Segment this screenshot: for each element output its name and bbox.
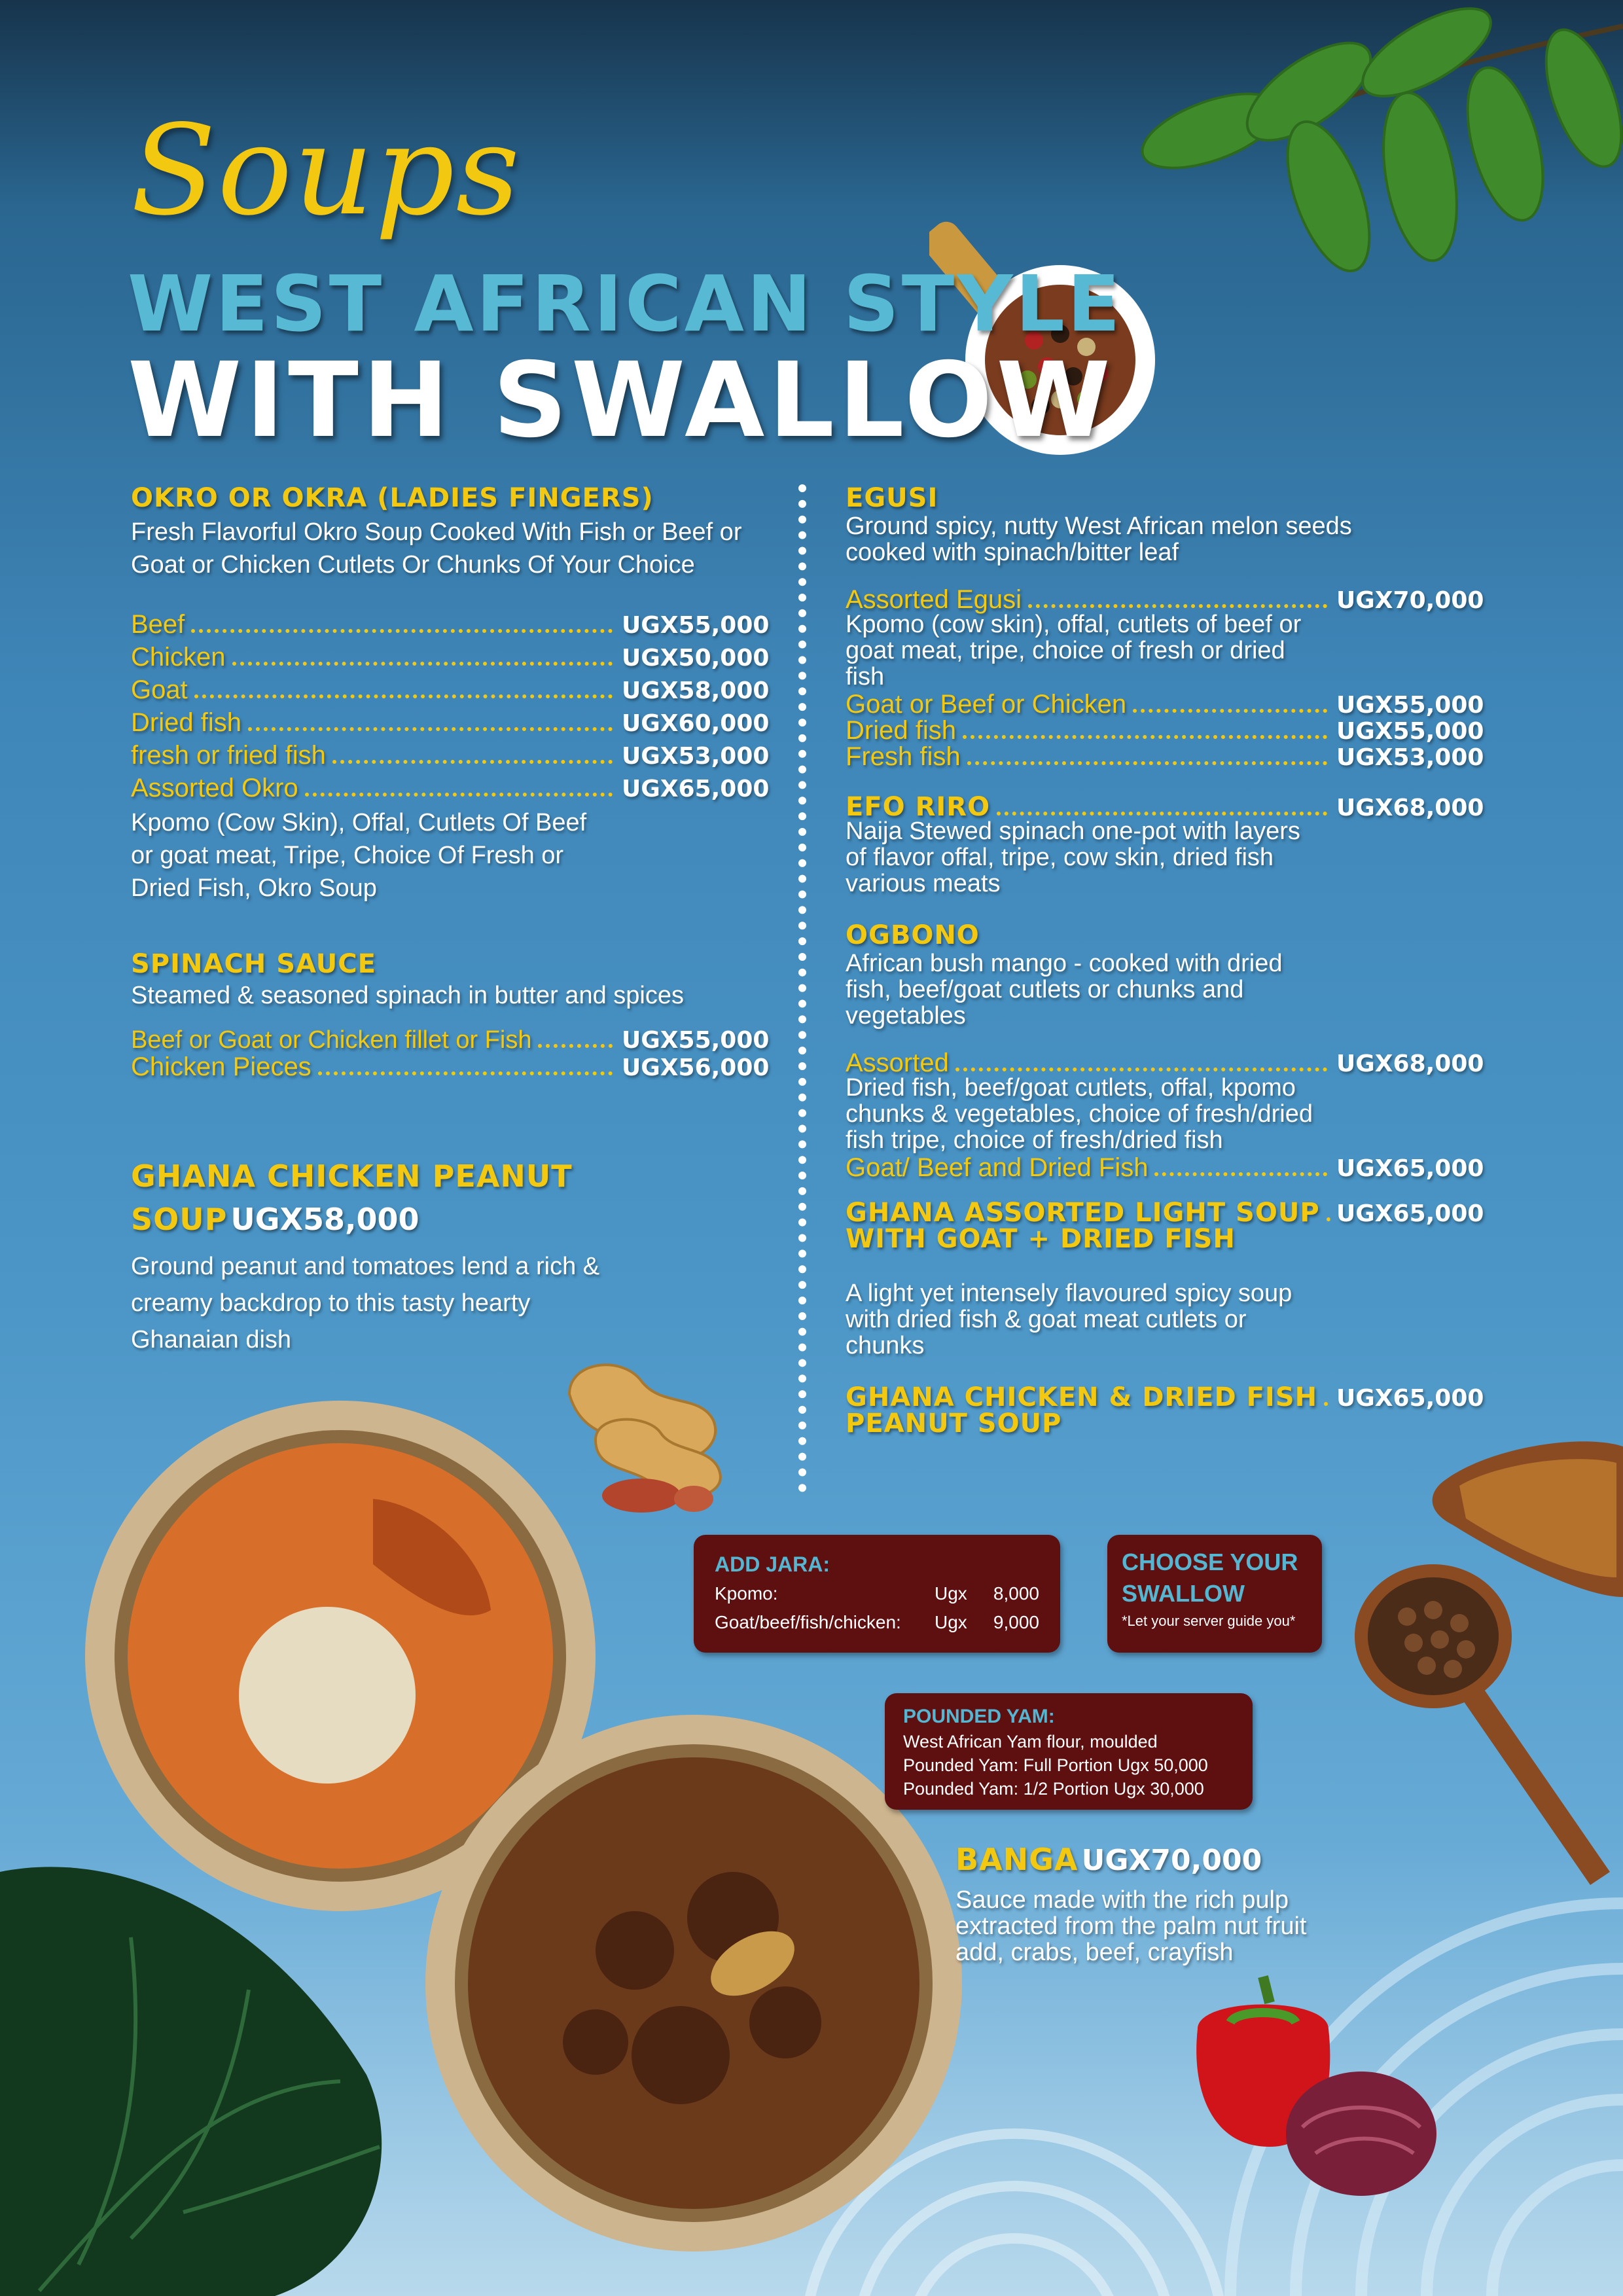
assorted-ogbono-description: Dried fish, beef/goat cutlets, offal, kpomo chunks & vegetables, choice of fresh/dried fish tripe, choice of fresh/dried fish: [846, 1074, 1313, 1154]
menu-item-row: Goat/ Beef and Dried Fish UGX65,000: [846, 1153, 1484, 1182]
banga-price: UGX70,000: [1081, 1844, 1262, 1877]
ghana-chicken-fish-title: GHANA CHICKEN & DRIED FISH: [846, 1382, 1318, 1412]
jara-row: Kpomo: Ugx 8,000: [715, 1583, 1039, 1604]
menu-item-row: Assorted Okro UGX65,000: [131, 774, 770, 802]
choose-swallow-title-2: SWALLOW: [1122, 1580, 1245, 1607]
menu-item-row: Goat UGX58,000: [131, 675, 770, 704]
pounded-yam-line: West African Yam flour, moulded: [903, 1732, 1158, 1751]
okro-section: [131, 483, 770, 905]
ghana-chicken-fish-title-2: PEANUT SOUP: [846, 1408, 1062, 1439]
assorted-okro-description: Kpomo (Cow Skin), Offal, Cutlets Of Beef or goat meat, Tripe, Choice Of Fresh or Dried Fish, Okro Soup: [131, 809, 587, 902]
banga-section: [955, 1839, 1309, 1965]
ghana-light-description: A light yet intensely flavoured spicy soup with dried fish & goat meat cutlets or chunks: [846, 1280, 1293, 1359]
efo-riro-section: [846, 792, 1484, 897]
onion-icon: [1276, 2049, 1446, 2206]
ghana-peanut-price: UGX58,000: [230, 1202, 419, 1237]
left-column: [131, 483, 770, 1358]
spinach-description: Steamed & seasoned spinach in butter and spices: [131, 982, 684, 1009]
spice-spoon-icon: [1335, 1427, 1623, 1898]
ghana-peanut-description: Ground peanut and tomatoes lend a rich & creamy backdrop to this tasty hearty Ghanaian dish: [131, 1253, 600, 1354]
page-title-line2: WITH SWALLOW: [128, 340, 1115, 461]
menu-item-row: Chicken UGX50,000: [131, 643, 770, 672]
ghana-light-section: [846, 1198, 1484, 1359]
leaf-branch-icon: [1113, 0, 1623, 340]
column-divider: [798, 484, 806, 1492]
egusi-title: EGUSI: [846, 483, 938, 513]
okro-title: OKRO OR OKRA (LADIES FINGERS): [131, 483, 654, 513]
menu-item-row: fresh or fried fish UGX53,000: [131, 741, 770, 770]
pounded-yam-line: Pounded Yam: Full Portion Ugx 50,000: [903, 1755, 1208, 1775]
egusi-section: [846, 483, 1484, 771]
menu-item-row: Assorted UGX68,000: [846, 1049, 1484, 1077]
section-script-title: Soups: [131, 98, 522, 243]
ogbono-title: OGBONO: [846, 920, 980, 950]
menu-item-row: Dried fish UGX60,000: [131, 708, 770, 737]
server-guide-note: *Let your server guide you*: [1122, 1613, 1296, 1629]
banga-description: Sauce made with the rich pulp extracted from the palm nut fruit add, crabs, beef, crayfish: [955, 1886, 1307, 1966]
ghana-peanut-title-2: SOUP: [131, 1202, 228, 1237]
menu-item-row: Fresh fish UGX53,000: [846, 742, 1484, 771]
add-jara-box: [694, 1535, 1060, 1653]
menu-item-row: Beef UGX55,000: [131, 610, 770, 639]
menu-item-row: Beef or Goat or Chicken fillet or Fish UGX55,000: [131, 1026, 770, 1054]
banga-title: BANGA: [955, 1842, 1079, 1877]
ghana-chicken-fish-price: UGX65,000: [1336, 1385, 1484, 1412]
spinach-title: SPINACH SAUCE: [131, 949, 376, 979]
menu-item-row: Assorted Egusi UGX70,000: [846, 585, 1484, 614]
choose-swallow-box: [1107, 1535, 1322, 1653]
pounded-yam-box: [885, 1693, 1253, 1810]
ghana-light-price: UGX65,000: [1336, 1200, 1484, 1227]
egusi-description: Ground spicy, nutty West African melon seeds cooked with spinach/bitter leaf: [846, 512, 1352, 566]
ghana-light-title-2: WITH GOAT + DRIED FISH: [846, 1224, 1236, 1254]
ogbono-section: [846, 920, 1484, 1182]
ghana-light-title: GHANA ASSORTED LIGHT SOUP: [846, 1198, 1320, 1228]
pounded-yam-title: POUNDED YAM:: [903, 1706, 1055, 1727]
jara-row: Goat/beef/fish/chicken: Ugx 9,000: [715, 1612, 1039, 1632]
efo-riro-price: UGX68,000: [1336, 795, 1484, 821]
pounded-yam-line: Pounded Yam: 1/2 Portion Ugx 30,000: [903, 1779, 1204, 1799]
okro-description: Fresh Flavorful Okro Soup Cooked With Fish or Beef or Goat or Chicken Cutlets Or Chunks Of Your Choice: [131, 518, 742, 579]
monstera-leaf-icon: [0, 1793, 406, 2296]
menu-item-row: Chicken Pieces UGX56,000: [131, 1052, 770, 1081]
assorted-egusi-description: Kpomo (cow skin), offal, cutlets of beef or goat meat, tripe, choice of fresh or dried fish: [846, 611, 1302, 691]
menu-item-row: Goat or Beef or Chicken UGX55,000: [846, 690, 1484, 719]
choose-swallow-title: CHOOSE YOUR: [1122, 1549, 1298, 1575]
menu-item-row: Dried fish UGX55,000: [846, 716, 1484, 745]
add-jara-title: ADD JARA:: [715, 1552, 830, 1576]
ghana-peanut-section: [131, 1155, 759, 1358]
spinach-section: [131, 949, 770, 1081]
efo-riro-description: Naija Stewed spinach one-pot with layers of flavor offal, tripe, cow skin, dried fish various meats: [846, 817, 1300, 897]
ogbono-description: African bush mango - cooked with dried fish, beef/goat cutlets or chunks and vegetables: [846, 950, 1283, 1030]
efo-riro-title: EFO RIRO: [846, 792, 991, 822]
right-column: [846, 483, 1484, 1439]
ghana-peanut-title: GHANA CHICKEN PEANUT: [131, 1158, 573, 1194]
page-title-line1: WEST AFRICAN STYLE: [128, 259, 1123, 349]
